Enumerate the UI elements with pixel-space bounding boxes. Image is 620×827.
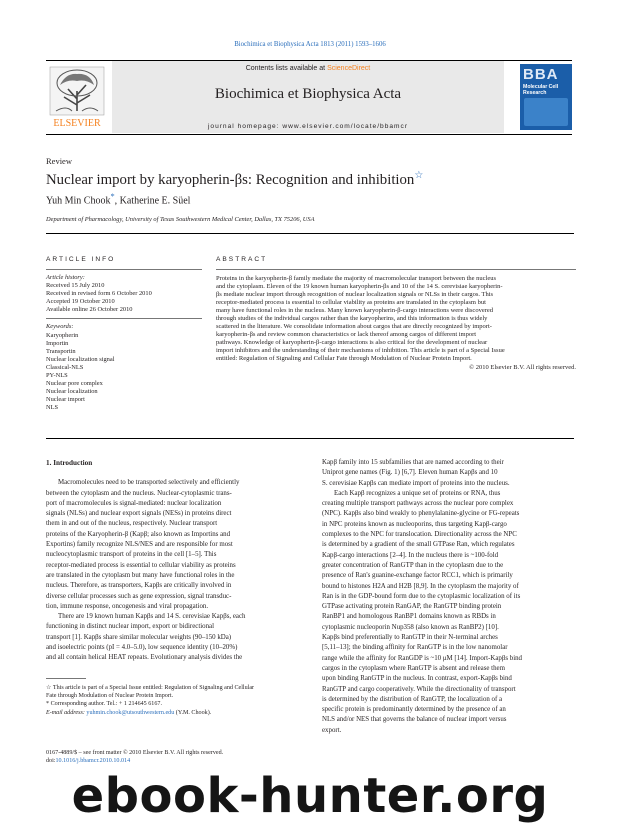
history-item: Received in revised form 6 October 2010 (46, 290, 152, 298)
abstract-line: βs mediate nuclear import through recognition of nuclear localization signals or NLSs in their cargos. This (216, 291, 494, 299)
corresponding-author-mark[interactable]: * (110, 192, 115, 201)
abstract-line: import inhibitors and the understanding of their mechanisms of inhibition. This article is part of a Special Issue (216, 347, 505, 355)
email-link[interactable]: yuhmin.chook@utsouthwestern.edu (86, 709, 175, 716)
body-right-column (322, 458, 576, 736)
body-line: and isoelectric points (pI = 4.0–5.0), low sequence identity (10–20%) (46, 644, 238, 652)
contents-prefix: Contents lists available at (245, 65, 328, 72)
keyword-item: Karyopherin (46, 331, 79, 339)
cover-subtitle (523, 84, 558, 96)
body-line: Each Kapβ recognizes a unique set of proteins or RNA, thus (334, 489, 501, 497)
author-list (46, 192, 190, 206)
footnotes (46, 684, 312, 717)
paragraph (322, 489, 576, 736)
keyword-list (46, 332, 202, 413)
article-info-heading: ARTICLE INFO (46, 256, 116, 263)
body-line: and all contain helical HEAT repeats. Evolutionary analysis divides the (46, 654, 243, 662)
history-item: Accepted 19 October 2010 (46, 298, 115, 306)
elsevier-tree-icon (46, 65, 108, 131)
body-line: export. (322, 726, 342, 734)
paragraph (322, 458, 576, 489)
cover-subtitle-line: Molecular Cell (523, 84, 559, 90)
special-issue-footnote: ☆ This article is part of a Special Issue entitled: Regulation of Signaling and Cellular (46, 685, 255, 691)
divider (216, 269, 576, 270)
body-line: nucleus. Therefore, as transporters, Kapβs are critically involved in (46, 582, 232, 590)
abstract-line: pathways. Knowledge of karyopherin-β-cargo interactions is also critical for the development of nuclear (216, 339, 488, 347)
section-heading: 1. Introduction (46, 459, 93, 467)
divider (46, 318, 202, 319)
body-line: is determined by a gradient of the small GTPase Ran, which regulates (322, 541, 515, 549)
body-line: RanBP1 and homologous RanBP1 domains known as RBDs in (322, 613, 496, 621)
body-line: cytoplasmic nucleoporin Nup358 (also known as RanBP2) [10]. (322, 623, 499, 631)
abstract-line: entitled: Regulation of Signaling and Cellular Fate through Modulation of Nuclear Protein Import. (216, 355, 472, 363)
body-line: port of macromolecules is signal-mediated: nuclear localization (46, 499, 222, 507)
divider (46, 233, 574, 234)
body-line: is determined by the distribution of RanGTP, the localization of a (322, 695, 503, 703)
page-footer (46, 749, 223, 765)
body-line: proteins of the Karyopherin-β (Kapβ; also known as Importins and (46, 530, 231, 538)
divider (46, 269, 202, 270)
email-suffix: (Y.M. Chook). (174, 709, 212, 716)
watermark: ebook-hunter.org (71, 768, 549, 824)
body-line: There are 19 known human Kapβs and 14 S. cerevisiae Kapβs, each (58, 613, 246, 621)
abstract-line: Proteins in the karyopherin-β family mediate the majority of macromolecular transport between the nucleus (216, 275, 497, 282)
body-line: Ran is in the GDP-bound form due to the cytoplasmic localization of its (322, 592, 521, 600)
paragraph (46, 612, 312, 663)
body-line: nucleocytoplasmic transport of proteins in the cell [1–5]. This (46, 551, 217, 559)
email-label: E-mail address: (46, 709, 87, 716)
article-title-text: Nuclear import by karyopherin-βs: Recognition and inhibition (46, 171, 415, 188)
abstract-line: receptor-mediated process is essential to cellular viability as proteins are translated in the cytoplasm but (216, 299, 486, 307)
body-line: upon binding RanGTP in the nucleus. In contrast, export-Kapβs bind (322, 675, 512, 683)
body-line: Kapβ-cargo interactions [2–4]. In the nucleus there is ~100-fold (322, 551, 499, 559)
journal-cover-image (520, 64, 572, 130)
cover-subtitle-line: Research (523, 90, 547, 96)
doi-link[interactable]: 10.1016/j.bbamcr.2010.10.014 (55, 758, 131, 765)
body-line: RanGTP and cargo cooperatively. While the directionality of transport (322, 685, 516, 693)
elsevier-wordmark: ELSEVIER (53, 118, 101, 129)
body-line: cargos in the cytoplasm where RanGTP is absent and release them (322, 664, 505, 672)
keywords-label: Keywords: (46, 323, 74, 331)
corresponding-author-footnote: * Corresponding author. Tel.: + 1 214645 6167. (46, 701, 162, 708)
footnote-rule (46, 678, 86, 679)
author-name[interactable]: Yuh Min Chook (46, 195, 111, 207)
body-line: S. cerevisiae Kapβs can mediate import of proteins into the nucleus. (322, 479, 510, 487)
keyword-item: Nuclear localization (46, 388, 98, 396)
author-separator: , (114, 195, 120, 207)
body-left-column (46, 458, 312, 664)
keyword-item: Classical-NLS (46, 363, 84, 371)
journal-homepage-link[interactable]: journal homepage: www.elsevier.com/locate/bbamcr (207, 123, 409, 130)
paragraph (46, 478, 312, 612)
body-line: are translated in the cytoplasm but many have functional roles in the (46, 571, 235, 579)
abstract-line: many have functional roles in the nucleus. Many known karyopherin-β-cargo interactions were discovered (216, 307, 493, 315)
body-line: [5,11–13]; the binding affinity for RanGTP is in the low nanomolar (322, 644, 508, 652)
special-issue-footnote-cont: Fate through Modulation of Nuclear Protein Import. (46, 693, 174, 700)
body-line: creating multiple transport pathways across the nuclear pore complex (322, 500, 514, 508)
keyword-item: Importin (46, 339, 69, 347)
keyword-item: Nuclear import (46, 396, 85, 404)
body-line: complexes to the NPC for translocation. Directionality across the NPC (322, 531, 517, 539)
abstract-line: through studies of the individual cargos rather than the karyopherins, and this information is thus widely (216, 315, 488, 323)
abstract-line: and the cytoplasm. Eleven of the 19 known human karyopherin-βs and 10 of the 14 S. cerevisiae karyopherin- (216, 283, 503, 291)
elsevier-logo (46, 65, 108, 131)
article-title (46, 170, 423, 189)
keyword-item: NLS (46, 404, 59, 412)
body-line: diverse cellular processes such as gene expression, signal transduc- (46, 592, 232, 600)
cover-art (524, 98, 568, 126)
abstract-text (216, 275, 576, 372)
body-line: bound to histones H2A and H2B [8,9]. In the cytoplasm the majority of (322, 582, 519, 590)
body-line: NLS and/or NES that governs the balance of nuclear import versus (322, 716, 507, 724)
journal-title: Biochimica et Biophysica Acta (214, 86, 402, 102)
issn-line: 0167-4889/$ – see front matter © 2010 Elsevier B.V. All rights reserved. (46, 750, 224, 756)
copyright: © 2010 Elsevier B.V. All rights reserved. (469, 363, 576, 371)
body-line: Uniprot gene names (Fig. 1) [6,7]. Eleven human Kapβs and 10 (322, 469, 498, 477)
article-type: Review (46, 156, 72, 166)
body-line: transport [1]. Kapβs share similar molecular weights (90–150 kDa) (46, 633, 232, 641)
history-list (46, 282, 202, 314)
keyword-item: Transportin (46, 347, 76, 355)
body-line: Exportins) family recognize NLS/NES and are responsible for most (46, 541, 233, 549)
body-line: them in and out of the nucleus, respectively. Nuclear transport (46, 520, 218, 528)
journal-banner (46, 60, 572, 135)
keyword-item: Nuclear pore complex (46, 380, 103, 388)
body-line: in NPC proteins known as nucleoporins, thus targeting Kapβ-cargo (322, 520, 507, 528)
body-line: GTPase activating protein RanGAP, the RanGTP binding protein (322, 603, 502, 611)
history-item: Available online 26 October 2010 (46, 306, 133, 314)
body-line: range while the affinity for RanGDP is ~10 μM [14]. Import-Kapβs bind (322, 654, 523, 662)
banner-center (112, 61, 504, 133)
journal-citation-link[interactable]: Biochimica et Biophysica Acta 1813 (2011) 1593–1606 (234, 41, 386, 48)
contents-line (112, 65, 504, 72)
cover-bba: BBA (523, 66, 559, 83)
abstract-heading: ABSTRACT (216, 256, 268, 263)
divider (46, 438, 574, 439)
body-line: Kapβs bind preferentially to RanGTP in their N-terminal arches (322, 634, 498, 642)
body-line: specific protein is predominantly determined by the presence of an (322, 706, 506, 714)
body-line: signals (NLSs) and nuclear export signals (NESs) in proteins direct (46, 510, 232, 518)
abstract-line: scattered in the literature. We consolidate information about cargos that are directly recognized by import- (216, 323, 492, 331)
keyword-item: PY-NLS (46, 372, 68, 380)
body-line: Kapβ family into 15 subfamilies that are named according to their (322, 459, 504, 466)
article-info (46, 256, 202, 413)
body-line: tion, immune response, oncogenesis and viral propagation. (46, 602, 209, 610)
abstract (216, 256, 576, 372)
history-item: Received 15 July 2010 (46, 282, 105, 290)
doi-label: doi: (46, 758, 56, 765)
email-footnote (46, 709, 312, 717)
body-line: functioning in distinct nuclear import, export or bidirectional (46, 623, 215, 631)
body-line: receptor-mediated process is essential to cellular viability as proteins (46, 561, 236, 569)
body-line: (NPC). Kapβs also bind weakly to phenylalanine-glycine or FG-repeats (322, 510, 520, 518)
special-issue-star-icon[interactable]: ☆ (414, 170, 424, 181)
abstract-line: karyopherin-βs and review common characteristics or lack thereof among cargos of different import (216, 331, 477, 339)
body-line: Macromolecules need to be transported selectively and efficiently (58, 479, 240, 487)
sciencedirect-link[interactable]: ScienceDirect (327, 65, 371, 72)
doi-line (46, 757, 223, 765)
author-affiliation: Department of Pharmacology, University of Texas Southwestern Medical Center, Dallas, TX 75206, USA (46, 216, 315, 223)
body-line: greater concentration of RanGTP than in the cytoplasm due to the (322, 561, 504, 569)
body-line: between the cytoplasm and the nucleus. Nuclear-cytoplasmic trans- (46, 489, 232, 497)
author-name[interactable]: Katherine E. Süel (119, 195, 191, 207)
body-line: presence of Ran's guanine-exchange factor RCC1, which is primarily (322, 572, 513, 580)
keyword-item: Nuclear localization signal (46, 355, 115, 363)
history-label: Article history: (46, 274, 85, 281)
